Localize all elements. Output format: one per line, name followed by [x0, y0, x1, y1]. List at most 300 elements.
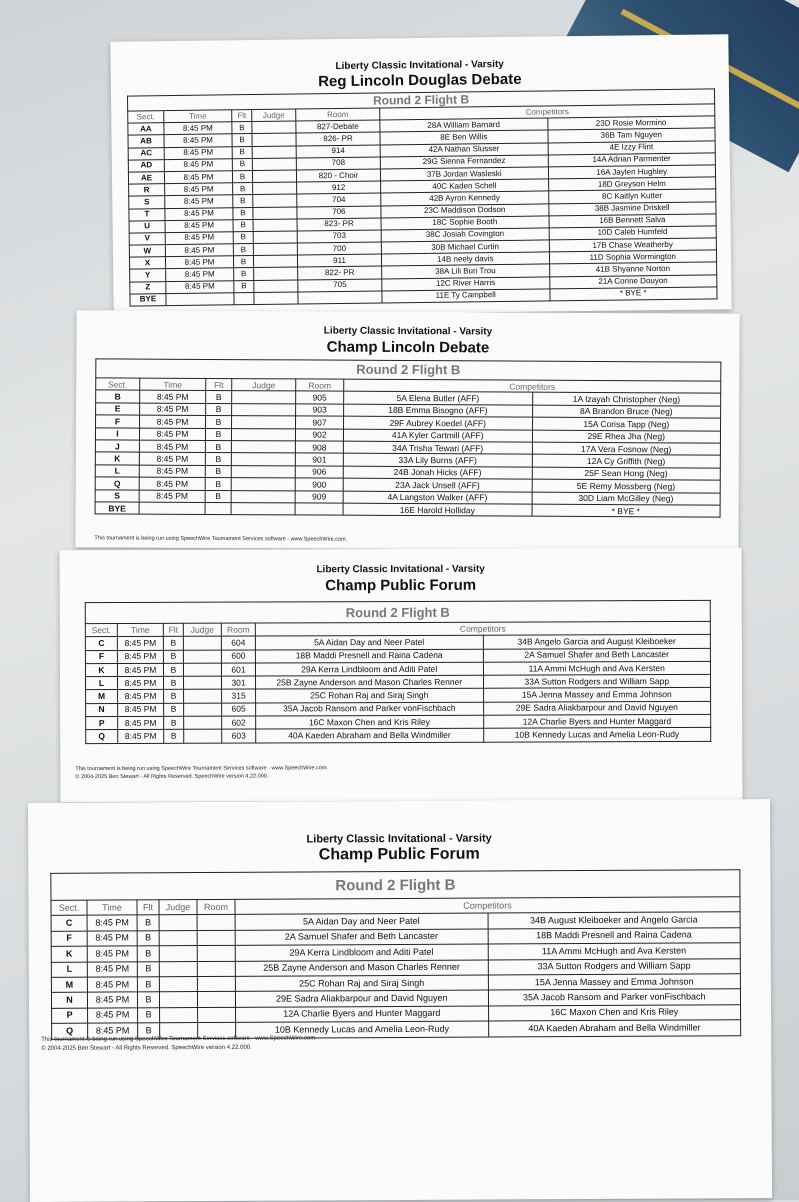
- section-cell: Y: [130, 269, 166, 282]
- competitor-1-cell: 24B Jonah Hicks (AFF): [343, 466, 532, 479]
- room-cell: 909: [295, 490, 343, 503]
- room-cell: 301: [222, 676, 256, 689]
- competitor-1-cell: 25B Zayne Anderson and Mason Charles Renner: [235, 960, 488, 977]
- judge-cell: [253, 219, 297, 232]
- flight-cell: B: [163, 637, 183, 650]
- flight-cell: B: [206, 403, 232, 416]
- section-cell: F: [51, 931, 87, 947]
- flight-cell: B: [205, 490, 231, 503]
- room-cell: [295, 503, 343, 516]
- section-cell: N: [86, 703, 118, 716]
- time-cell: 8:45 PM: [118, 703, 164, 716]
- judge-cell: [232, 416, 296, 429]
- time-cell: 8:45 PM: [87, 931, 137, 947]
- judge-cell: [183, 650, 221, 663]
- judge-cell: [231, 465, 295, 478]
- room-cell: [197, 961, 235, 977]
- time-cell: [166, 293, 234, 306]
- time-cell: 8:45 PM: [166, 280, 234, 293]
- judge-cell: [252, 133, 296, 146]
- judge-cell: [159, 915, 197, 931]
- room-cell: 827-Debate: [296, 120, 380, 133]
- event-title: Champ Public Forum: [325, 576, 477, 595]
- tournament-title: Liberty Classic Invitational - Varsity: [335, 58, 504, 73]
- time-cell: 8:45 PM: [87, 915, 137, 931]
- round-heading: Round 2 Flight B: [85, 600, 710, 623]
- judge-cell: [231, 478, 295, 491]
- footer-software: This tournament is being run using SpeechWire Tournament Services software - www.SpeechWire.com.: [94, 535, 348, 543]
- room-cell: 823- PR: [297, 218, 381, 231]
- section-cell: F: [85, 650, 117, 663]
- col-competitors: Competitors: [255, 621, 710, 636]
- judge-cell: [183, 663, 221, 676]
- competitor-1-cell: 2A Samuel Shafer and Beth Lancaster: [235, 929, 488, 946]
- competitor-1-cell: 25C Rohan Raj and Siraj Singh: [256, 689, 484, 703]
- time-cell: 8:45 PM: [118, 690, 164, 703]
- judge-cell: [184, 690, 222, 703]
- competitor-2-cell: 4E Izzy Flint: [548, 140, 716, 154]
- room-cell: 911: [297, 254, 381, 267]
- competitor-2-cell: 16B Bennett Salva: [548, 214, 716, 228]
- time-cell: 8:45 PM: [139, 465, 205, 478]
- competitor-2-cell: 15A Jenna Massey and Emma Johnson: [483, 688, 711, 702]
- competitor-1-cell: 16E Harold Holliday: [343, 503, 532, 516]
- competitor-2-cell: 5E Remy Mossberg (Neg): [532, 479, 721, 492]
- room-cell: 703: [297, 230, 381, 243]
- time-cell: 8:45 PM: [164, 146, 232, 159]
- competitor-1-cell: 29A Kerra Lindbloom and Aditi Patel: [255, 662, 483, 676]
- flight-cell: B: [137, 977, 159, 993]
- flight-cell: B: [233, 195, 253, 207]
- competitor-2-cell: 33A Sutton Rodgers and William Sapp: [488, 958, 741, 975]
- room-cell: 315: [222, 689, 256, 702]
- section-cell: K: [85, 663, 117, 676]
- judge-cell: [159, 946, 197, 962]
- room-cell: [298, 291, 382, 304]
- competitor-1-cell: 29G Sienna Fernandez: [380, 155, 548, 169]
- judge-cell: [159, 977, 197, 993]
- time-cell: 8:45 PM: [140, 415, 206, 428]
- competitor-2-cell: 40A Kaeden Abraham and Bella Windmiller: [488, 1020, 741, 1037]
- col-time: Time: [164, 110, 232, 123]
- judge-cell: [231, 428, 295, 441]
- section-cell: M: [86, 690, 118, 703]
- pairing-sheet-reg-lincoln-douglas: [110, 34, 731, 317]
- col-competitors: Competitors: [380, 104, 715, 120]
- competitor-1-cell: 18C Sophie Booth: [381, 216, 549, 230]
- competitor-1-cell: 29E Sadra Aliakbarpour and David Nguyen: [235, 990, 488, 1007]
- time-cell: 8:45 PM: [140, 403, 206, 416]
- section-cell: K: [51, 946, 87, 962]
- room-cell: [197, 976, 235, 992]
- room-cell: [197, 946, 235, 962]
- tournament-title: Liberty Classic Invitational - Varsity: [306, 832, 492, 846]
- event-title: Champ Public Forum: [318, 845, 480, 864]
- judge-cell: [159, 961, 197, 977]
- competitor-1-cell: 23A Jack Unsell (AFF): [343, 478, 532, 491]
- judge-cell: [252, 146, 296, 159]
- room-cell: 601: [221, 663, 255, 676]
- room-cell: 604: [221, 636, 255, 649]
- section-cell: P: [86, 717, 118, 730]
- room-cell: [197, 992, 235, 1008]
- pairings-body: [95, 390, 721, 517]
- section-cell: Q: [86, 730, 118, 743]
- section-cell: E: [96, 403, 140, 416]
- pairings-table: [95, 358, 722, 518]
- col-room: Room: [296, 108, 380, 121]
- section-cell: L: [51, 962, 87, 978]
- judge-cell: [231, 453, 295, 466]
- time-cell: 8:45 PM: [118, 730, 164, 743]
- col-flight: Flt: [163, 623, 183, 636]
- section-cell: BYE: [130, 293, 166, 306]
- competitor-2-cell: 11A Ammi McHugh and Ava Kersten: [488, 943, 741, 960]
- competitor-2-cell: 18B Maddi Presnell and Raina Cadena: [488, 927, 741, 944]
- room-cell: 708: [296, 157, 380, 170]
- flight-cell: B: [137, 992, 159, 1008]
- time-cell: 8:45 PM: [87, 946, 137, 962]
- time-cell: 8:45 PM: [166, 268, 234, 281]
- section-cell: Q: [95, 477, 139, 490]
- competitor-1-cell: 23C Maddison Dodson: [381, 203, 549, 217]
- flight-cell: B: [233, 219, 253, 231]
- competitor-1-cell: 35A Jacob Ransom and Parker vonFischbach: [256, 702, 484, 716]
- competitor-1-cell: 30B Michael Curtin: [381, 240, 549, 254]
- time-cell: 8:45 PM: [117, 663, 163, 676]
- col-flight: Flt: [232, 110, 252, 122]
- competitor-2-cell: 12A Cy Griffith (Neg): [532, 454, 721, 467]
- section-cell: BYE: [95, 502, 139, 515]
- competitor-2-cell: * BYE *: [532, 504, 721, 517]
- competitor-2-cell: 29E Sadra Aliakbarpour and David Nguyen: [483, 701, 711, 715]
- time-cell: 8:45 PM: [164, 159, 232, 172]
- pairings-table: [85, 600, 711, 744]
- competitor-1-cell: 12A Charlie Byers and Hunter Maggard: [236, 1006, 489, 1023]
- flight-cell: [205, 502, 231, 515]
- time-cell: 8:45 PM: [139, 490, 205, 503]
- flight-cell: [234, 292, 254, 304]
- col-competitors: Competitors: [344, 379, 721, 393]
- col-room: Room: [197, 899, 235, 915]
- flight-cell: B: [205, 440, 231, 453]
- flight-cell: B: [234, 268, 254, 280]
- pairings-body: [51, 912, 741, 1039]
- judge-cell: [253, 231, 297, 244]
- competitor-1-cell: 33A Lily Burns (AFF): [343, 454, 532, 467]
- time-cell: 8:45 PM: [165, 232, 233, 245]
- judge-cell: [232, 403, 296, 416]
- flight-cell: B: [233, 244, 253, 256]
- round-heading: Round 2 Flight B: [128, 89, 715, 111]
- competitor-1-cell: 12C River Harris: [382, 277, 550, 291]
- room-cell: 820 - Choir: [296, 169, 380, 182]
- table-row: [86, 728, 711, 743]
- col-judge: Judge: [183, 623, 221, 636]
- competitor-1-cell: 4A Langston Walker (AFF): [343, 491, 532, 504]
- room-cell: 905: [296, 391, 344, 404]
- judge-cell: [184, 676, 222, 689]
- col-judge: Judge: [159, 900, 197, 916]
- competitor-1-cell: 11E Ty Campbell: [382, 289, 550, 303]
- col-sect: Sect.: [96, 378, 140, 391]
- room-cell: 902: [295, 428, 343, 441]
- room-cell: 704: [297, 193, 381, 206]
- section-cell: T: [129, 208, 165, 221]
- time-cell: 8:45 PM: [165, 207, 233, 220]
- time-cell: 8:45 PM: [117, 637, 163, 650]
- competitor-2-cell: 11D Sophia Wormington: [549, 250, 717, 264]
- competitor-2-cell: * BYE *: [549, 287, 717, 301]
- judge-cell: [231, 441, 295, 454]
- judge-cell: [159, 930, 197, 946]
- competitor-1-cell: 37B Jordan Wasleski: [380, 167, 548, 181]
- col-time: Time: [117, 623, 163, 636]
- judge-cell: [184, 730, 222, 743]
- section-cell: V: [129, 233, 165, 246]
- section-cell: C: [51, 916, 87, 932]
- room-cell: 908: [295, 441, 343, 454]
- competitor-1-cell: 25B Zayne Anderson and Mason Charles Renner: [256, 675, 484, 689]
- judge-cell: [253, 194, 297, 207]
- section-cell: AC: [128, 147, 164, 160]
- judge-cell: [254, 280, 298, 293]
- room-cell: 700: [297, 242, 381, 255]
- flight-cell: B: [164, 690, 184, 703]
- flight-cell: B: [206, 416, 232, 429]
- competitor-2-cell: 10D Caleb Humfeld: [549, 226, 717, 240]
- flight-cell: B: [232, 134, 252, 146]
- time-cell: 8:45 PM: [117, 650, 163, 663]
- judge-cell: [253, 255, 297, 268]
- col-time: Time: [87, 900, 137, 916]
- pairings-table: [127, 88, 718, 306]
- flight-cell: B: [137, 946, 159, 962]
- flight-cell: B: [205, 478, 231, 491]
- room-cell: 912: [297, 181, 381, 194]
- competitor-2-cell: 15A Corisa Tapp (Neg): [532, 417, 721, 430]
- judge-cell: [159, 992, 197, 1008]
- competitor-2-cell: 1A Izayah Christopher (Neg): [532, 393, 721, 406]
- flight-cell: B: [206, 391, 232, 404]
- event-title: Champ Lincoln Debate: [326, 338, 490, 357]
- judge-cell: [253, 243, 297, 256]
- flight-cell: B: [234, 280, 254, 292]
- competitor-2-cell: 11A Ammi McHugh and Ava Kersten: [483, 661, 711, 675]
- competitor-1-cell: 38C Josiah Covington: [381, 228, 549, 242]
- section-cell: P: [52, 1008, 88, 1024]
- room-cell: 705: [298, 279, 382, 292]
- competitor-2-cell: 16C Maxon Chen and Kris Riley: [488, 1004, 741, 1021]
- judge-cell: [231, 502, 295, 515]
- competitor-1-cell: 29A Kerra Lindbloom and Aditi Patel: [235, 944, 488, 961]
- room-cell: 826- PR: [296, 132, 380, 145]
- competitor-2-cell: 33A Sutton Rodgers and William Sapp: [483, 675, 711, 689]
- judge-cell: [254, 292, 298, 305]
- pairings-body: [128, 116, 717, 306]
- flight-cell: B: [232, 158, 252, 170]
- section-cell: AD: [128, 159, 164, 172]
- competitor-2-cell: 16A Jaylen Hughley: [548, 165, 716, 179]
- flight-cell: B: [138, 1007, 160, 1023]
- time-cell: [139, 502, 205, 515]
- time-cell: 8:45 PM: [139, 440, 205, 453]
- room-cell: 907: [296, 416, 344, 429]
- pairing-sheet-champ-public-forum: [28, 799, 772, 1202]
- tournament-title: Liberty Classic Invitational - Varsity: [316, 563, 485, 576]
- col-room: Room: [296, 379, 344, 392]
- section-cell: R: [129, 184, 165, 197]
- time-cell: 8:45 PM: [139, 452, 205, 465]
- competitor-2-cell: 15A Jenna Massey and Emma Johnson: [488, 974, 741, 991]
- competitor-1-cell: 5A Aidan Day and Neer Patel: [235, 913, 488, 930]
- time-cell: 8:45 PM: [165, 256, 233, 269]
- section-cell: J: [95, 440, 139, 453]
- pairing-sheet-champ-lincoln: [75, 310, 739, 550]
- judge-cell: [254, 267, 298, 280]
- competitor-2-cell: 10B Kennedy Lucas and Amelia Leon-Rudy: [483, 728, 711, 742]
- col-judge: Judge: [252, 109, 296, 122]
- competitor-2-cell: 18D Greyson Helm: [548, 177, 716, 191]
- room-cell: 903: [296, 404, 344, 417]
- competitor-2-cell: 2A Samuel Shafer and Beth Lancaster: [483, 648, 711, 662]
- competitor-2-cell: 17B Chase Weatherby: [549, 238, 717, 252]
- room-cell: 906: [295, 466, 343, 479]
- footer-software: This tournament is being run using SpeechWire Tournament Services software - www.SpeechWire.com.: [75, 765, 329, 773]
- room-cell: 901: [295, 453, 343, 466]
- section-cell: L: [86, 677, 118, 690]
- competitor-2-cell: 29E Rhea Jha (Neg): [532, 430, 721, 443]
- competitor-1-cell: 14B neely davis: [381, 252, 549, 266]
- competitor-2-cell: 25F Sean Hong (Neg): [532, 467, 721, 480]
- section-cell: U: [129, 220, 165, 233]
- section-cell: X: [129, 257, 165, 270]
- col-room: Room: [221, 623, 255, 636]
- time-cell: 8:45 PM: [118, 716, 164, 729]
- competitor-2-cell: 35A Jacob Ransom and Parker vonFischbach: [488, 989, 741, 1006]
- competitor-1-cell: 41A Kyler Cartmill (AFF): [343, 429, 532, 442]
- section-cell: Z: [130, 281, 166, 294]
- event-title: Reg Lincoln Douglas Debate: [318, 70, 522, 91]
- col-flight: Flt: [206, 378, 232, 391]
- competitor-2-cell: 34B August Kleiboeker and Angelo Garcia: [488, 912, 741, 929]
- flight-cell: B: [233, 231, 253, 243]
- section-cell: AA: [128, 123, 164, 136]
- section-cell: AE: [128, 172, 164, 185]
- pairing-sheet-champ-public-forum-rooms: [60, 548, 743, 802]
- room-cell: [197, 915, 235, 931]
- col-sect: Sect.: [85, 623, 117, 636]
- flight-cell: B: [163, 663, 183, 676]
- flight-cell: B: [138, 1023, 160, 1039]
- judge-cell: [231, 490, 295, 503]
- competitor-1-cell: 34A Trisha Tewari (AFF): [343, 441, 532, 454]
- section-cell: W: [129, 245, 165, 258]
- competitor-1-cell: 42B Ayron Kennedy: [381, 191, 549, 205]
- section-cell: B: [96, 390, 140, 403]
- competitor-2-cell: 23D Rosie Mormino: [547, 116, 715, 130]
- competitor-2-cell: 34B Angelo Garcia and August Kleiboeker: [483, 635, 711, 649]
- time-cell: 8:45 PM: [139, 428, 205, 441]
- time-cell: 8:45 PM: [139, 477, 205, 490]
- time-cell: 8:45 PM: [140, 390, 206, 403]
- competitor-1-cell: 40C Kaden Schell: [381, 179, 549, 193]
- col-judge: Judge: [232, 379, 296, 392]
- flight-cell: B: [137, 915, 159, 931]
- time-cell: 8:45 PM: [87, 961, 137, 977]
- section-cell: S: [95, 489, 139, 502]
- competitor-2-cell: 41B Shyanne Norton: [549, 262, 717, 276]
- room-cell: 822- PR: [298, 266, 382, 279]
- tournament-title: Liberty Classic Invitational - Varsity: [323, 325, 493, 338]
- time-cell: 8:45 PM: [87, 977, 137, 993]
- flight-cell: B: [164, 716, 184, 729]
- room-cell: [197, 930, 235, 946]
- section-cell: AB: [128, 135, 164, 148]
- competitor-1-cell: 38A Lili Buri Trou: [382, 264, 550, 278]
- flight-cell: B: [232, 170, 252, 182]
- judge-cell: [184, 716, 222, 729]
- flight-cell: B: [137, 931, 159, 947]
- room-cell: 706: [297, 205, 381, 218]
- flight-cell: B: [137, 961, 159, 977]
- competitor-1-cell: 18B Maddi Presnell and Raina Cadena: [255, 649, 483, 663]
- flight-cell: B: [205, 453, 231, 466]
- competitor-1-cell: 16C Maxon Chen and Kris Riley: [256, 715, 484, 729]
- flight-cell: B: [233, 207, 253, 219]
- competitor-2-cell: 12A Charlie Byers and Hunter Maggard: [483, 714, 711, 728]
- competitor-1-cell: 8E Ben Willis: [380, 130, 548, 144]
- room-cell: 914: [296, 145, 380, 158]
- competitor-2-cell: 17A Vera Fosnow (Neg): [532, 442, 721, 455]
- time-cell: 8:45 PM: [118, 677, 164, 690]
- col-sect: Sect.: [51, 900, 87, 916]
- round-heading: Round 2 Flight B: [96, 359, 721, 381]
- room-cell: [198, 1007, 236, 1023]
- judge-cell: [232, 391, 296, 404]
- competitor-2-cell: 14A Adrian Parmenter: [548, 153, 716, 167]
- flight-cell: B: [232, 122, 252, 134]
- time-cell: 8:45 PM: [165, 244, 233, 257]
- col-sect: Sect.: [128, 111, 164, 124]
- judge-cell: [160, 1007, 198, 1023]
- table-row: [95, 502, 720, 518]
- flight-cell: B: [205, 465, 231, 478]
- competitor-2-cell: 21A Corine Douyon: [549, 275, 717, 289]
- flight-cell: B: [233, 256, 253, 268]
- competitor-1-cell: 28A William Barnard: [380, 118, 548, 132]
- flight-cell: B: [163, 650, 183, 663]
- flight-cell: B: [164, 730, 184, 743]
- footer-software: This tournament is being run using SpeechWire Tournament Services software - www.SpeechWire.com.: [41, 1035, 317, 1043]
- time-cell: 8:45 PM: [88, 1023, 138, 1039]
- footer-copyright: © 2004-2025 Ben Stewart - All Rights Reserved. SpeechWire version 4.22.000.: [75, 773, 269, 781]
- section-cell: Q: [52, 1023, 88, 1039]
- competitor-1-cell: 42A Nathan Slusser: [380, 143, 548, 157]
- competitor-1-cell: 29F Aubrey Koedel (AFF): [344, 416, 533, 429]
- flight-cell: B: [232, 146, 252, 158]
- section-cell: S: [129, 196, 165, 209]
- judge-cell: [252, 170, 296, 183]
- judge-cell: [253, 182, 297, 195]
- competitor-1-cell: 25C Rohan Raj and Siraj Singh: [235, 975, 488, 992]
- time-cell: 8:45 PM: [164, 122, 232, 135]
- competitor-2-cell: 36B Tam Nguyen: [547, 128, 715, 142]
- flight-cell: B: [233, 183, 253, 195]
- room-cell: 900: [295, 478, 343, 491]
- flight-cell: B: [164, 703, 184, 716]
- round-heading: Round 2 Flight B: [51, 870, 740, 901]
